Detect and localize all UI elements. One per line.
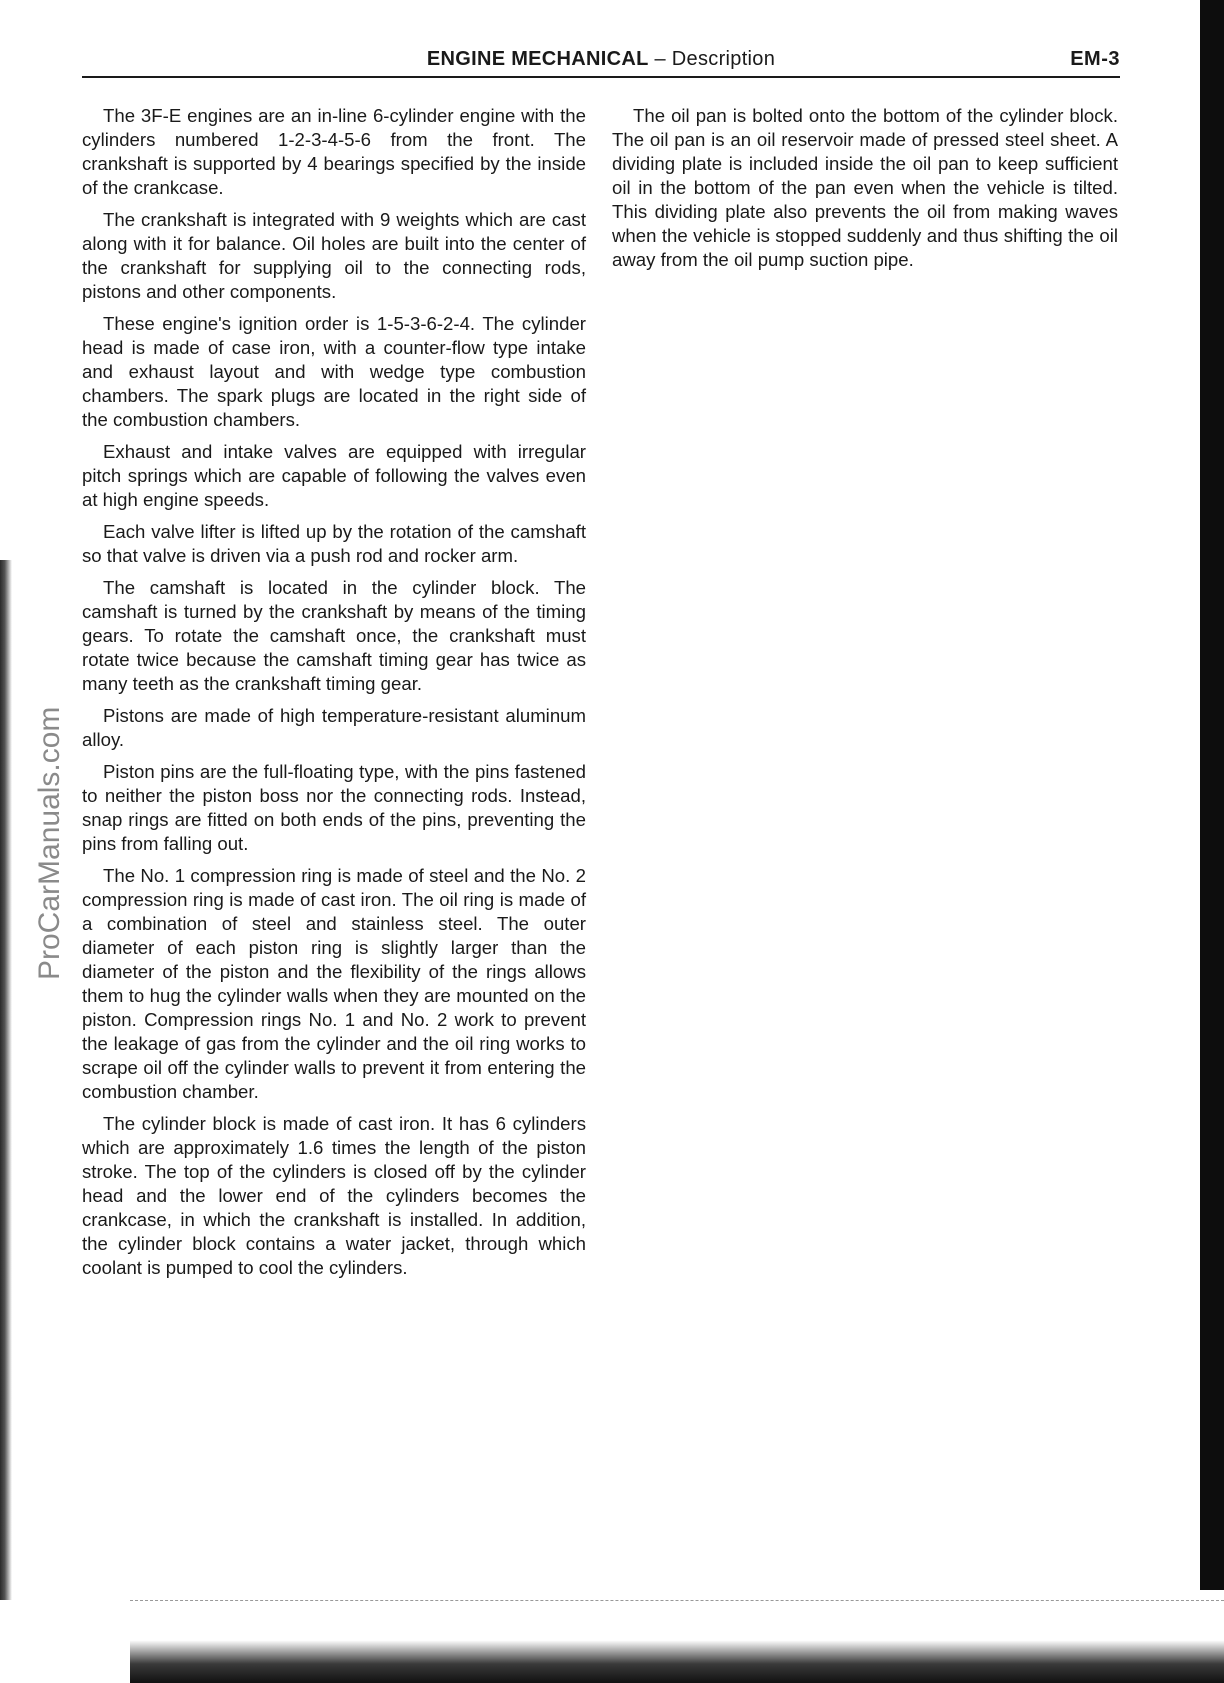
scan-bottom-edge-shadow: [130, 1588, 1224, 1683]
scan-left-edge-shadow: [0, 560, 12, 1600]
paragraph: Each valve lifter is lifted up by the rotation of the camshaft so that valve is driven via a push rod and rocker arm.: [82, 521, 586, 566]
scan-dashed-line: [130, 1600, 1224, 1602]
paragraph: The 3F-E engines are an in-line 6-cylinder engine with the cylinders numbered 1-2-3-4-5-6 from the front. The crankshaft is supported by 4 bearings specified by the inside of the crankcase.: [82, 105, 586, 198]
header-separator: –: [654, 48, 666, 70]
paragraph: Piston pins are the full-floating type, with the pins fastened to neither the piston boss nor the connecting rods. Instead, snap rings are fitted on both ends of the pins, preventing the pins from falling out.: [82, 761, 586, 854]
page-number: EM-3: [1070, 48, 1120, 70]
watermark: ProCarManuals.com: [33, 706, 66, 980]
page-header: [82, 46, 1120, 78]
paragraph: The crankshaft is integrated with 9 weights which are cast along with it for balance. Oil holes are built into the center of the crankshaft for supplying oil to the connecting rods, pistons and other components.: [82, 209, 586, 302]
scan-right-edge-shadow: [1200, 0, 1224, 1590]
right-column: [612, 104, 1118, 280]
header-section: ENGINE MECHANICAL: [426, 48, 649, 70]
header-subsection: Description: [671, 48, 776, 70]
header-title: [82, 46, 1120, 72]
paragraph: Exhaust and intake valves are equipped with irregular pitch springs which are capable of following the valves even at high engine speeds.: [82, 441, 586, 510]
left-column: [82, 104, 586, 1288]
paragraph: The camshaft is located in the cylinder block. The camshaft is turned by the crankshaft by means of the timing gears. To rotate the camshaft once, the crankshaft must rotate twice because the camshaft timing gear has twice as many teeth as the crankshaft timing gear.: [82, 577, 586, 694]
paragraph: Pistons are made of high temperature-resistant aluminum alloy.: [82, 705, 586, 750]
paragraph: These engine's ignition order is 1-5-3-6-2-4. The cylinder head is made of case iron, with a counter-flow type intake and exhaust layout and with wedge type combustion chambers. The spark plugs are located in the right side of the combustion chambers.: [82, 313, 586, 430]
paragraph: The No. 1 compression ring is made of steel and the No. 2 compression ring is made of cast iron. The oil ring is made of a combination of steel and stainless steel. The outer diameter of each piston ring is slightly larger than the diameter of the piston and the flexibility of the rings allows them to hug the cylinder walls when they are mounted on the piston. Compression rings No. 1 and No. 2 work to prevent the leakage of gas from the cylinder and the oil ring works to scrape oil off the cylinder walls to prevent it from entering the combustion chamber.: [82, 865, 586, 1102]
paragraph: The oil pan is bolted onto the bottom of the cylinder block. The oil pan is an oil reservoir made of pressed steel sheet. A dividing plate is included inside the oil pan to keep sufficient oil in the bottom of the pan even when the vehicle is tilted. This dividing plate also prevents the oil from making waves when the vehicle is stopped suddenly and thus shifting the oil away from the oil pump suction pipe.: [612, 105, 1118, 270]
paragraph: The cylinder block is made of cast iron. It has 6 cylinders which are approximately 1.6 times the length of the piston stroke. The top of the cylinders is closed off by the cylinder head and the lower end of the cylinders becomes the crankcase, in which the crankshaft is installed. In addition, the cylinder block contains a water jacket, through which coolant is pumped to cool the cylinders.: [82, 1113, 586, 1278]
